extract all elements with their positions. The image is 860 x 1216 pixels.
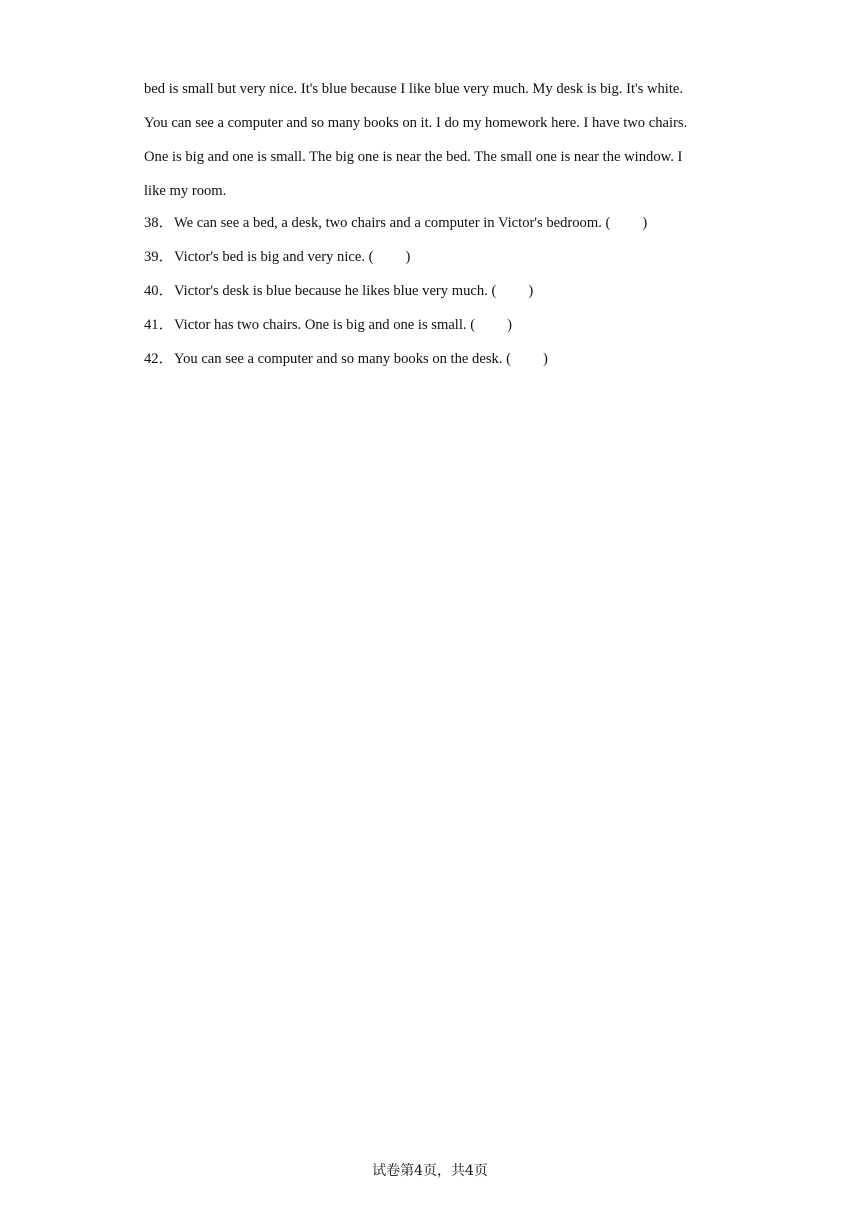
answer-blank[interactable]: ( ) — [506, 351, 548, 367]
passage-line: One is big and one is small. The big one is near the bed. The small one is near the window. I — [144, 149, 683, 165]
passage-line: like my room. — [144, 183, 227, 199]
answer-blank[interactable]: ( ) — [605, 215, 648, 231]
answer-blank[interactable]: ( ) — [491, 283, 534, 299]
question-text: We can see a bed, a desk, two chairs and a computer in Victor's bedroom. — [174, 215, 606, 231]
question-text: Victor's desk is blue because he likes blue very much. — [174, 283, 492, 299]
page-footer: 试卷第4页，共4页 — [372, 1163, 488, 1179]
question-text: Victor has two chairs. One is big and one is small. — [174, 317, 471, 333]
question-number: 38． — [144, 215, 174, 231]
question-number: 39． — [144, 249, 174, 265]
question-text: You can see a computer and so many books on the desk. — [174, 351, 507, 367]
question-number: 42． — [144, 351, 174, 367]
passage-line: You can see a computer and so many books on it. I do my homework here. I have two chairs. — [144, 115, 688, 131]
passage-line: bed is small but very nice. It's blue because I like blue very much. My desk is big. It's white. — [144, 81, 684, 97]
question-40 — [144, 274, 720, 308]
question-42 — [144, 342, 720, 376]
question-38 — [144, 206, 720, 240]
question-41 — [144, 308, 720, 342]
answer-blank[interactable]: ( ) — [368, 249, 411, 265]
question-text: Victor's bed is big and very nice. — [174, 249, 369, 265]
answer-blank[interactable]: ( ) — [470, 317, 512, 333]
question-list — [144, 206, 720, 376]
question-number: 41． — [144, 317, 174, 333]
reading-passage — [144, 72, 720, 208]
question-39 — [144, 240, 720, 274]
question-number: 40． — [144, 283, 174, 299]
